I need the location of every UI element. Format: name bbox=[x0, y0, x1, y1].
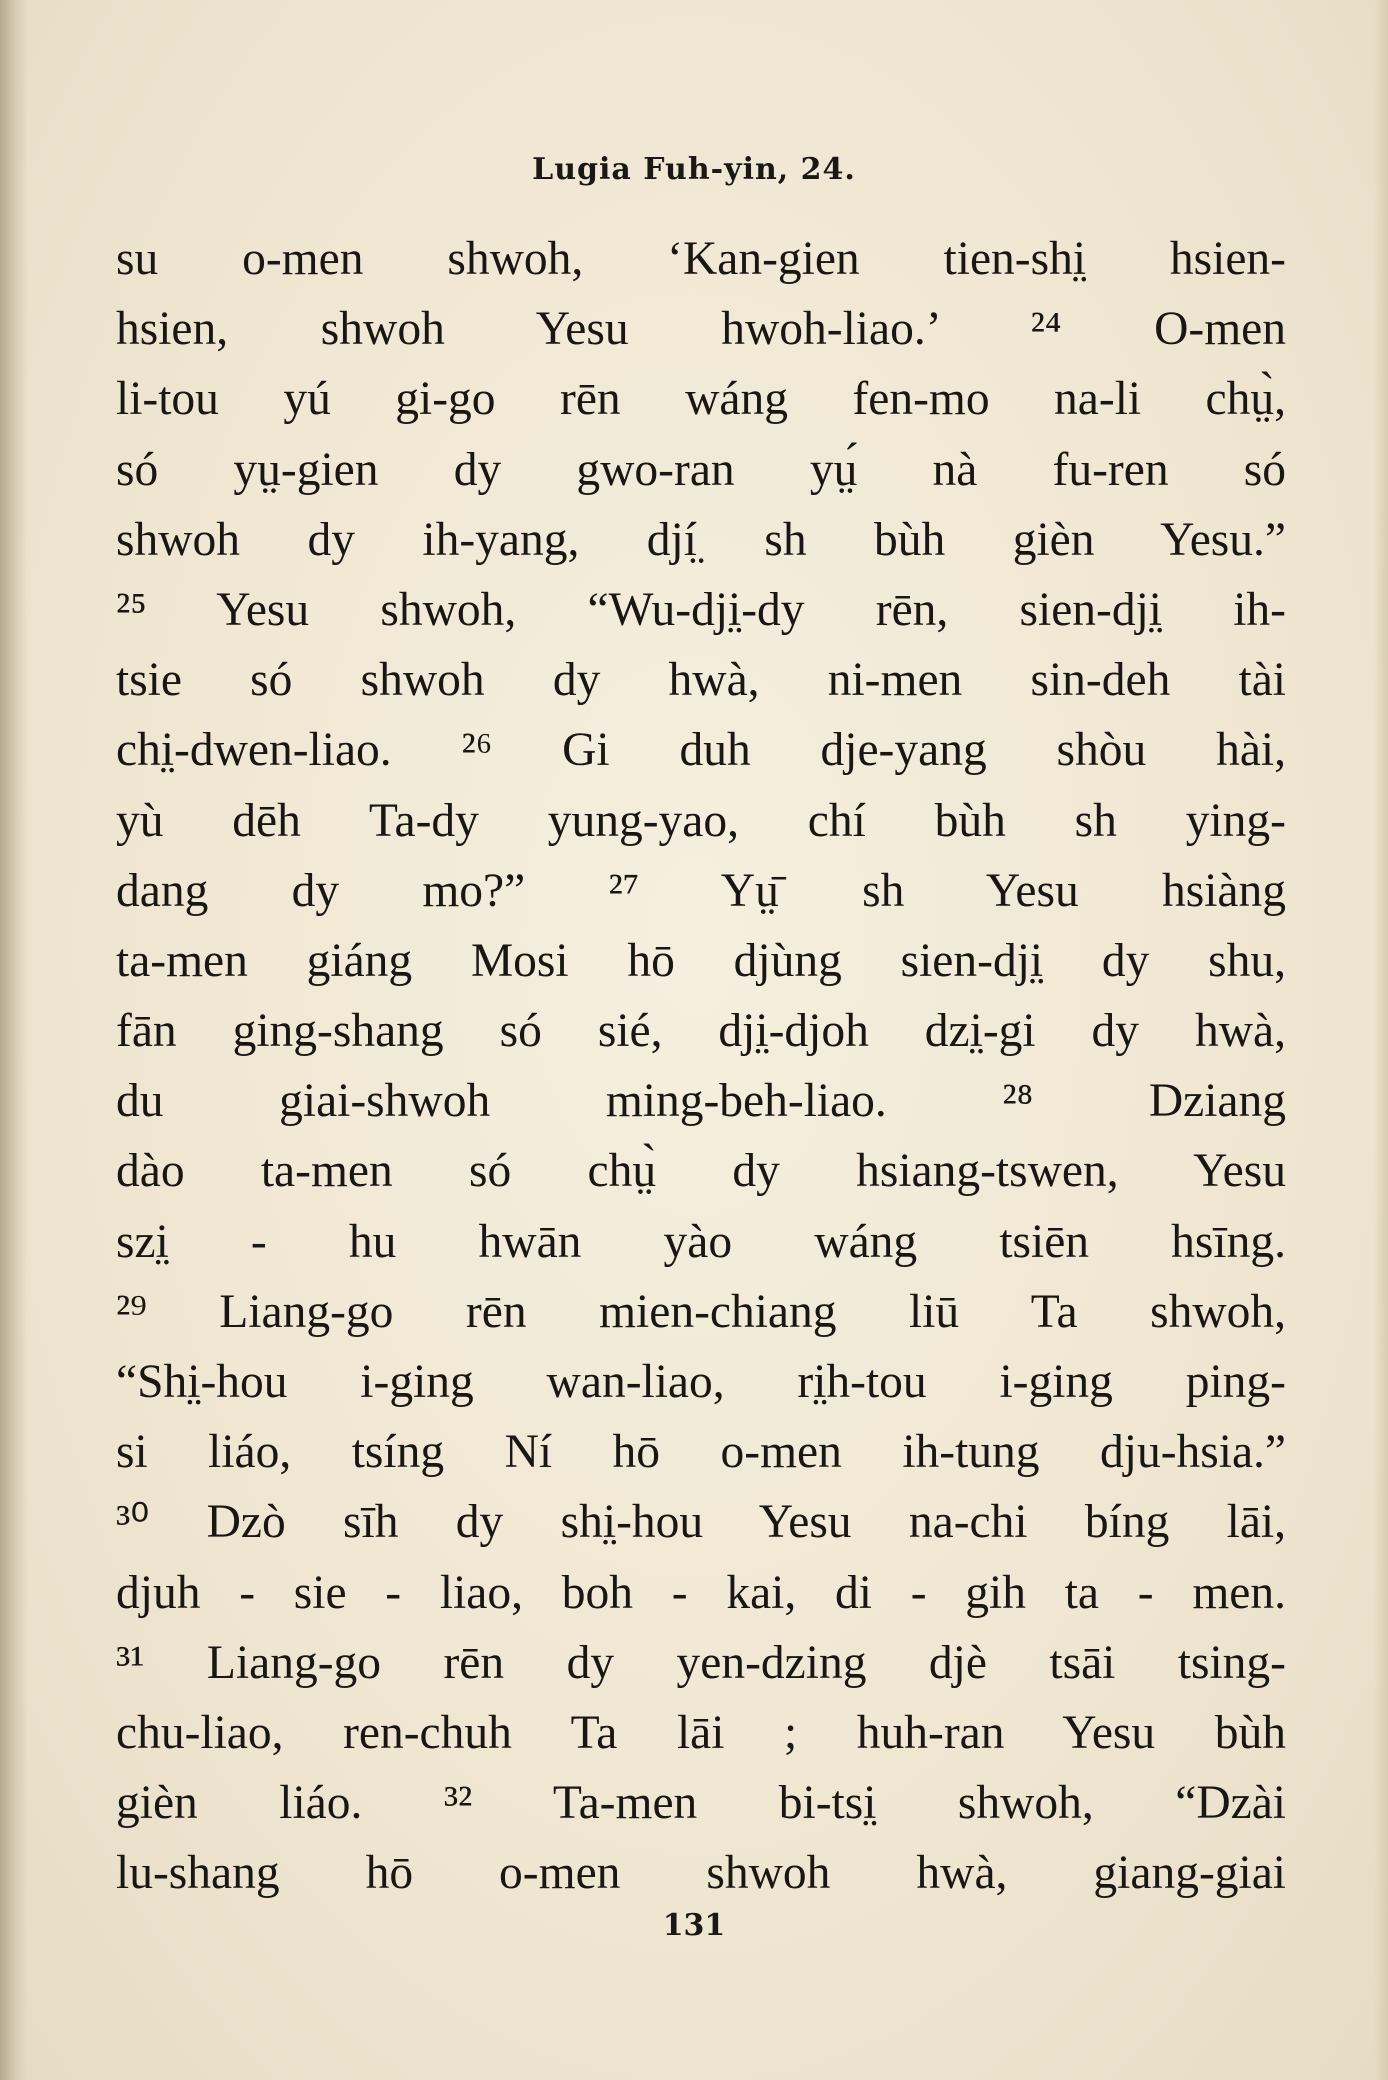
text-line: hsien, shwoh Yesu hwoh-liao.’ ²⁴ O-men bbox=[116, 303, 1286, 356]
text-line: só yṳ-gien dy gwo-ran yṳ́ nà fu-ren só bbox=[116, 443, 1286, 496]
text-line: gièn liáo. ³² Ta-men bi-tsi̤ shwoh, “Dzài bbox=[116, 1777, 1286, 1830]
text-line: dang dy mo?” ²⁷ Yṳ̄ sh Yesu hsiàng bbox=[116, 864, 1286, 917]
text-line: fān ging-shang só sié, dji̤-djoh dzi̤-gi dy hwà, bbox=[116, 1005, 1286, 1058]
text-line: shwoh dy ih-yang, djí̤ sh bùh gièn Yesu.” bbox=[116, 513, 1286, 566]
text-line: ³¹ Liang-go rēn dy yen-dzing djè tsāi tsing- bbox=[116, 1636, 1286, 1689]
text-line: si liáo, tsíng Ní hō o-men ih-tung dju-hsia.” bbox=[116, 1426, 1286, 1479]
text-line: chi̤-dwen-liao. ²⁶ Gi duh dje-yang shòu hài, bbox=[116, 724, 1286, 777]
text-line: “Shi̤-hou i-ging wan-liao, ri̤h-tou i-ging ping- bbox=[116, 1356, 1286, 1408]
text-line: yù dēh Ta-dy yung-yao, chí bùh sh ying- bbox=[116, 794, 1286, 847]
text-line: tsie só shwoh dy hwà, ni-men sin-deh tài bbox=[116, 654, 1286, 707]
text-line: li-tou yú gi-go rēn wáng fen-mo na-li chṳ̀, bbox=[116, 373, 1286, 426]
page-number: 131 bbox=[662, 1908, 726, 1943]
text-line: djuh - sie - liao, boh - kai, di - gih ta - men. bbox=[116, 1566, 1286, 1619]
body-text bbox=[116, 224, 1286, 1909]
text-line: chu-liao, ren-chuh Ta lāi ; huh-ran Yesu bùh bbox=[116, 1706, 1286, 1759]
text-line: dào ta-men só chṳ̀ dy hsiang-tswen, Yesu bbox=[116, 1145, 1286, 1198]
text-line: ta-men giáng Mosi hō djùng sien-dji̤ dy shu, bbox=[116, 934, 1286, 987]
text-line: ²⁹ Liang-go rēn mien-chiang liū Ta shwoh, bbox=[116, 1285, 1286, 1338]
text-line: du giai-shwoh ming-beh-liao. ²⁸ Dziang bbox=[116, 1075, 1286, 1128]
text-line: su o-men shwoh, ‘Kan-gien tien-shi̤ hsien- bbox=[116, 233, 1286, 285]
text-line: ³⁰ Dzò sīh dy shi̤-hou Yesu na-chi bíng lāi, bbox=[116, 1496, 1286, 1549]
text-line: szi̤ - hu hwān yào wáng tsiēn hsīng. bbox=[116, 1215, 1286, 1268]
text-line: lu-shang hō o-men shwoh hwà, giang-giai bbox=[116, 1847, 1286, 1900]
running-head: Lugia Fuh-yin, 24. bbox=[532, 152, 856, 187]
text-line: ²⁵ Yesu shwoh, “Wu-dji̤-dy rēn, sien-dji̤ ih- bbox=[116, 583, 1286, 636]
spine-shadow bbox=[0, 0, 28, 2080]
page-edge-shadow bbox=[1374, 0, 1388, 2080]
